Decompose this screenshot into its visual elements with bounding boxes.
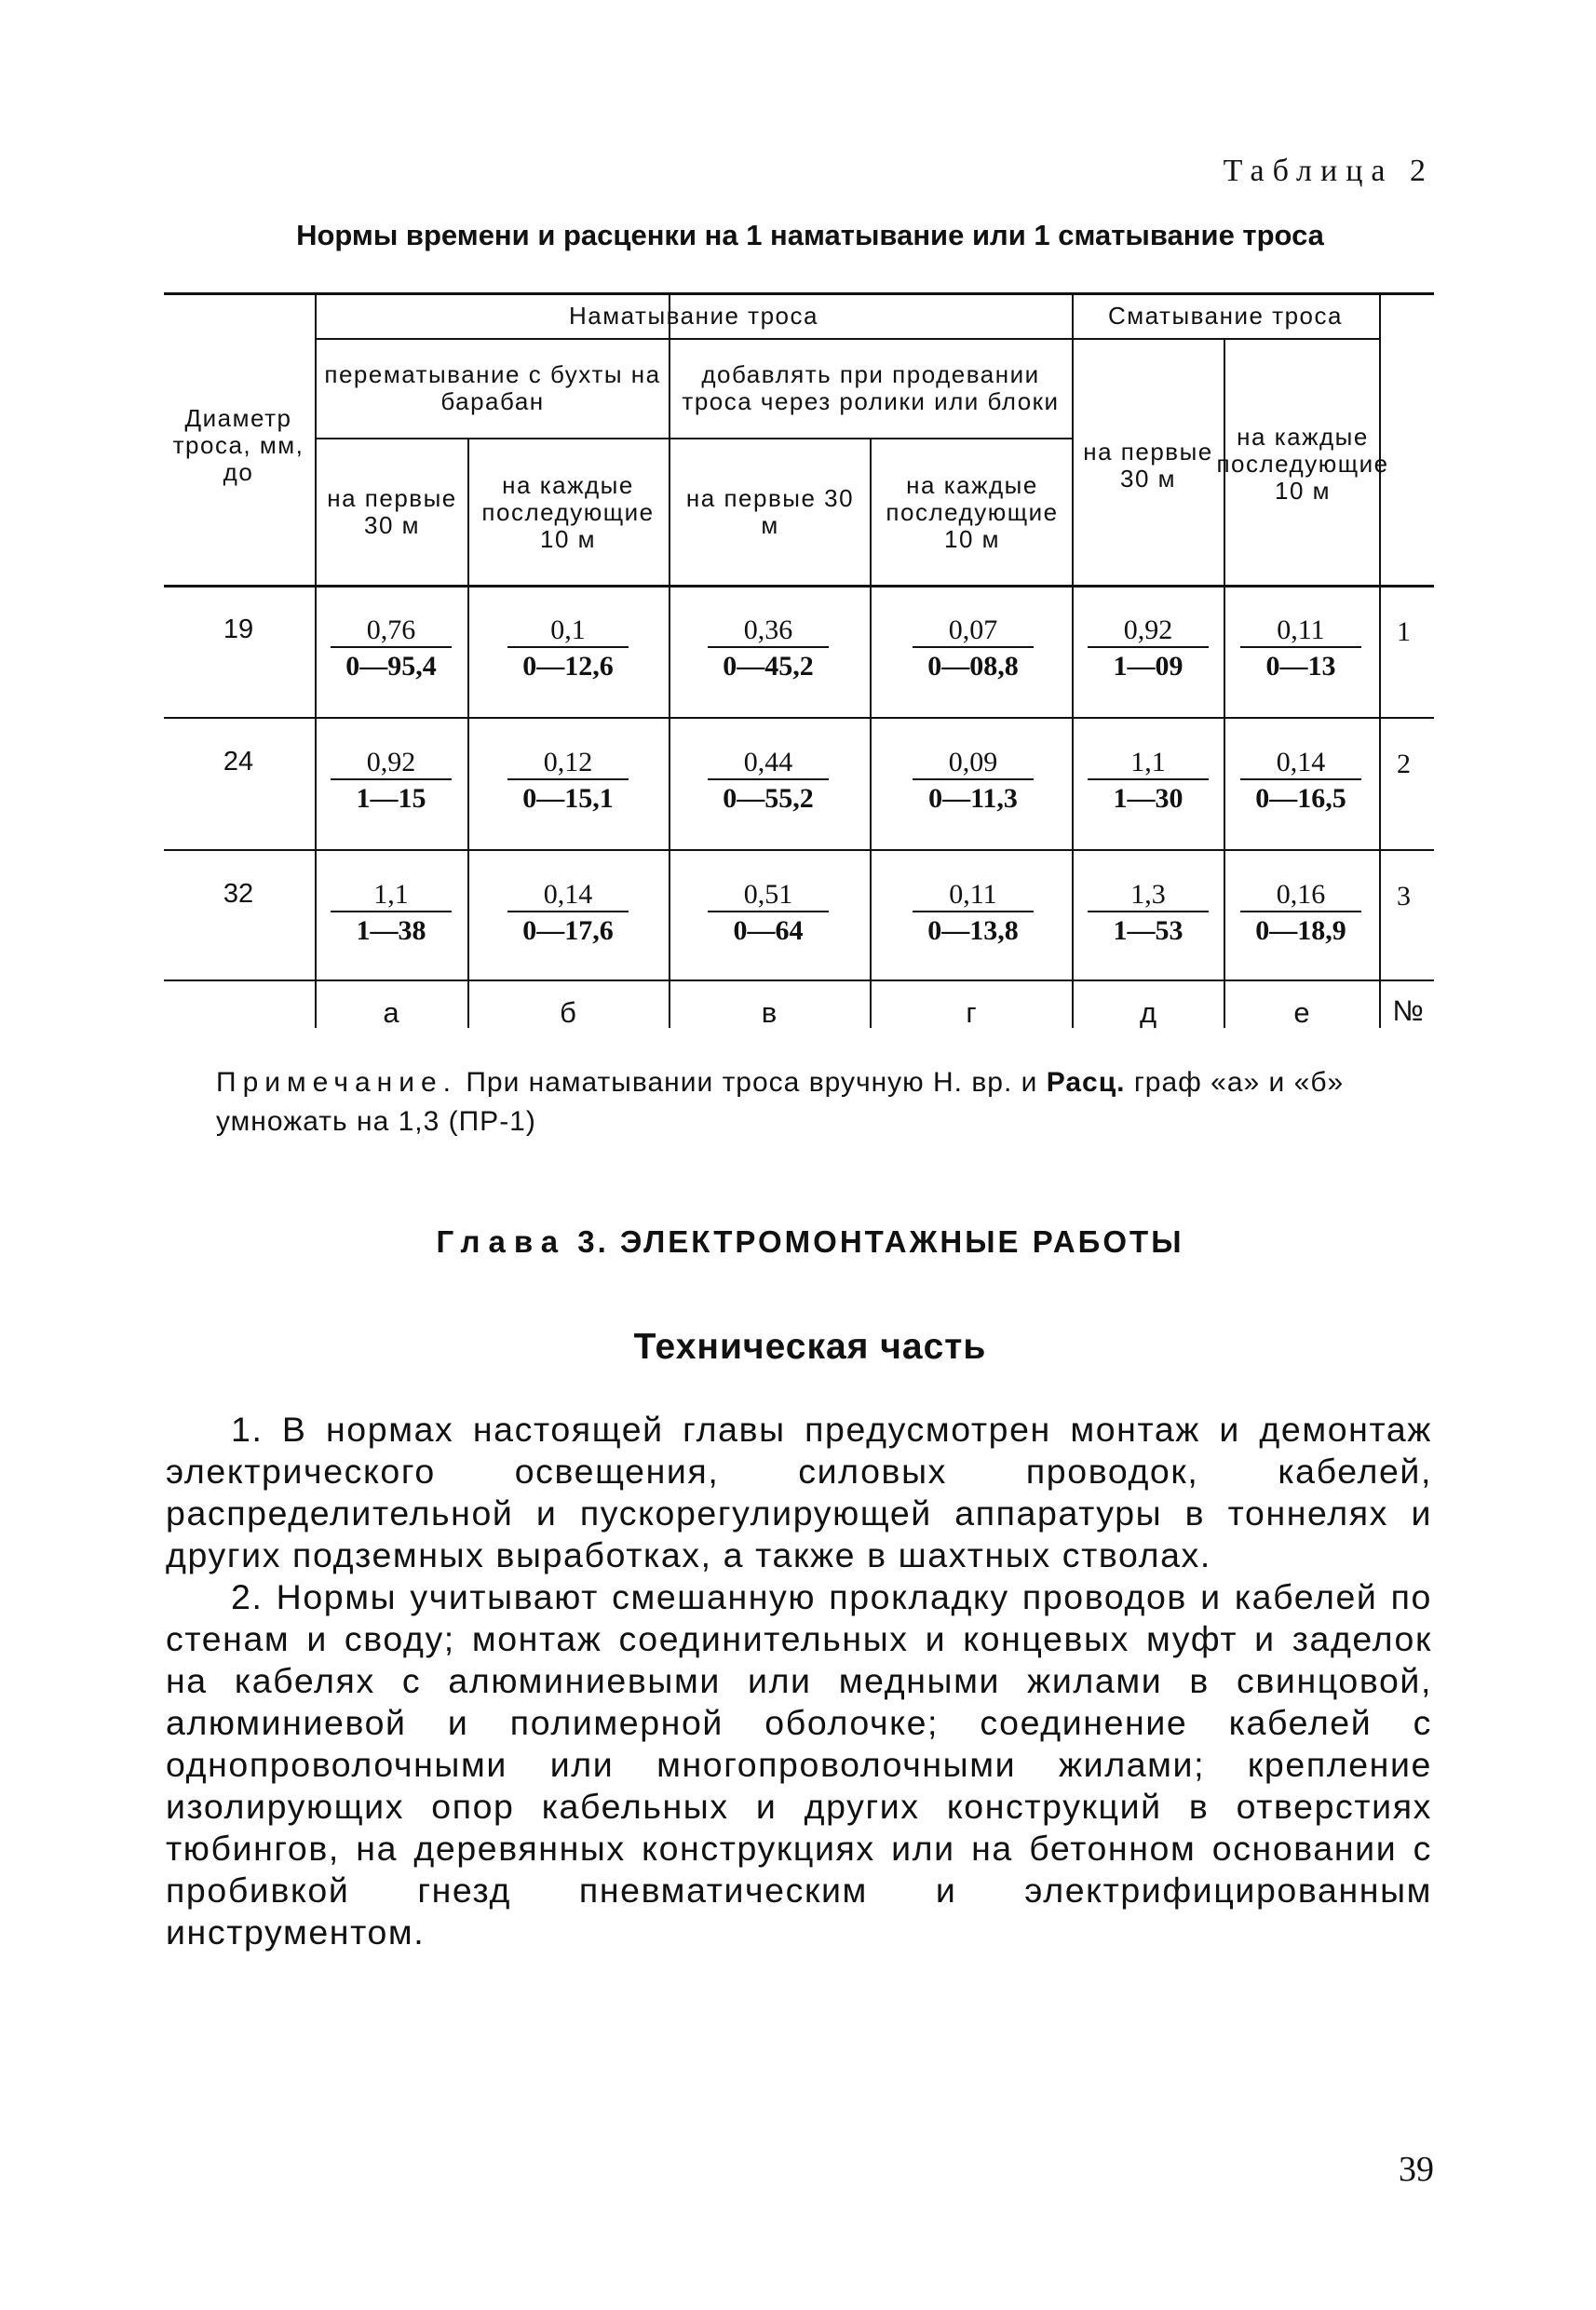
fraction-cell xyxy=(903,615,1043,685)
row-rule-1 xyxy=(164,717,1434,719)
column-label: г xyxy=(966,996,977,1029)
vrule-2 xyxy=(467,438,469,1028)
column-label: в xyxy=(761,996,778,1029)
fraction-denominator: 1—53 xyxy=(1113,915,1183,946)
fraction-numerator: 0,11 xyxy=(913,879,1034,912)
fraction-numerator: 1,1 xyxy=(1088,747,1209,780)
fraction-numerator: 0,16 xyxy=(1240,879,1361,912)
row-number: 2 xyxy=(1397,749,1411,779)
fraction-denominator: 0—18,9 xyxy=(1255,915,1346,946)
fraction-numerator: 0,44 xyxy=(708,747,829,780)
fraction-denominator: 0—11,3 xyxy=(928,783,1018,814)
body-text xyxy=(166,1409,1432,1953)
fraction-numerator: 0,14 xyxy=(507,879,629,912)
fraction-numerator: 0,92 xyxy=(1088,615,1209,648)
vrule-4 xyxy=(870,438,872,1028)
chapter-title: 3. ЭЛЕКТРОМОНТАЖНЫЕ РАБОТЫ xyxy=(577,1224,1184,1259)
fraction-denominator: 0—17,6 xyxy=(522,915,614,946)
fraction-cell xyxy=(321,747,461,817)
number-column-label: № xyxy=(1392,994,1424,1027)
row-number: 1 xyxy=(1397,616,1411,647)
header-rule-2 xyxy=(315,438,1073,439)
fraction-numerator: 0,12 xyxy=(507,747,629,780)
chapter-word: Глава xyxy=(436,1224,567,1259)
header-bottom-rule xyxy=(164,585,1434,588)
fraction-numerator: 0,1 xyxy=(507,615,629,648)
fraction-cell xyxy=(903,747,1043,817)
note-text-1: При наматывании троса вручную Н. вр. и xyxy=(456,1067,1047,1098)
header-rule-1 xyxy=(315,338,1379,340)
fraction-cell xyxy=(903,879,1043,950)
fraction-cell xyxy=(1078,615,1218,685)
vrule-7 xyxy=(1379,292,1381,1028)
row-number: 3 xyxy=(1397,881,1411,912)
vrule-3 xyxy=(669,292,670,1028)
fraction-denominator: 1—09 xyxy=(1113,651,1183,682)
fraction-denominator: 1—15 xyxy=(356,783,426,814)
fraction-denominator: 0—55,2 xyxy=(723,783,814,814)
fraction-numerator: 0,36 xyxy=(708,615,829,648)
fraction-denominator: 0—15,1 xyxy=(522,783,614,814)
table-top-rule xyxy=(164,292,1434,295)
fraction-cell xyxy=(321,615,461,685)
fraction-cell xyxy=(1231,747,1371,817)
table-title: Нормы времени и расценки на 1 наматывание или 1 сматывание троса xyxy=(296,219,1324,251)
fraction-cell xyxy=(698,879,838,950)
fraction-cell xyxy=(498,879,638,950)
header-rewind-group: перематывание с бухты на барабан xyxy=(324,360,661,415)
paragraph: 2. Нормы учитывают смешанную прокладку проводов и кабелей по стенам и своду; монтаж соединительных и концевых муфт и заделок на кабелях с алюминиевыми или медными жилами в свинцовой, алюминиевой и полимерной оболочке; соединение кабелей с однопроволочными или многопроволочными жилами; крепление изолирующих опор кабельных и других конструкций в отверстиях тюбингов, на деревянных конструкциях или на бетонном основании с пробивкой гнезд пневматическим и электрифицированным инструментом. xyxy=(166,1577,1432,1952)
section-title: Техническая часть xyxy=(633,1327,987,1367)
header-winding: Наматывание троса xyxy=(569,301,818,330)
vrule-1 xyxy=(315,292,317,1028)
fraction-numerator: 0,51 xyxy=(708,879,829,912)
row-rule-3 xyxy=(164,979,1434,981)
fraction-denominator: 1—30 xyxy=(1113,783,1183,814)
fraction-numerator: 0,14 xyxy=(1240,747,1361,780)
fraction-cell xyxy=(498,747,638,817)
fraction-numerator: 1,3 xyxy=(1088,879,1209,912)
fraction-denominator: 0—95,4 xyxy=(345,651,437,682)
table-note xyxy=(216,1063,1436,1141)
column-label: а xyxy=(383,996,399,1029)
fraction-denominator: 0—16,5 xyxy=(1255,783,1346,814)
header-unwinding: Сматывание троса xyxy=(1108,301,1343,330)
page-number: 39 xyxy=(1399,2150,1434,2189)
fraction-cell xyxy=(1231,615,1371,685)
fraction-cell xyxy=(1078,747,1218,817)
table-label: Таблица 2 xyxy=(1223,154,1434,188)
chapter-heading xyxy=(130,1224,1490,1260)
header-col-e: на каждые последующие 10 м xyxy=(1216,422,1389,505)
column-label: д xyxy=(1139,996,1157,1029)
header-diameter: Диаметр троса, мм, до xyxy=(172,403,304,486)
header-rollers-group: добавлять при продевании троса через ролики или блоки xyxy=(682,360,1060,415)
row-rule-2 xyxy=(164,849,1434,851)
header-col-g: на каждые последующие 10 м xyxy=(886,470,1059,553)
vrule-5 xyxy=(1072,292,1074,1028)
fraction-cell xyxy=(321,879,461,950)
paragraph: 1. В нормах настоящей главы предусмотрен монтаж и демонтаж электрического освещения, силовых проводок, кабелей, распределительной и пускорегулирующей аппаратуры в тоннелях и других подземных выработках, а также в шахтных стволах. xyxy=(166,1410,1432,1574)
fraction-cell xyxy=(1231,879,1371,950)
header-col-a: на первые 30 м xyxy=(327,484,457,539)
fraction-numerator: 0,92 xyxy=(331,747,452,780)
fraction-denominator: 0—08,8 xyxy=(927,651,1019,682)
fraction-denominator: 0—13,8 xyxy=(927,915,1019,946)
note-text-2: граф «а» и «б» умножать на 1,3 (ПР-1) xyxy=(216,1067,1345,1137)
header-col-b: на каждые последующие 10 м xyxy=(481,470,655,553)
fraction-denominator: 0—45,2 xyxy=(723,651,814,682)
fraction-numerator: 0,09 xyxy=(913,747,1034,780)
fraction-cell xyxy=(698,747,838,817)
fraction-denominator: 0—12,6 xyxy=(522,651,614,682)
fraction-numerator: 1,1 xyxy=(331,879,452,912)
header-col-d: на первые 30 м xyxy=(1083,438,1213,493)
note-lead: Примечание. xyxy=(216,1067,457,1098)
row-diameter: 19 xyxy=(223,615,254,644)
fraction-denominator: 0—13 xyxy=(1265,651,1336,682)
note-bold: Расц. xyxy=(1046,1067,1126,1098)
fraction-denominator: 1—38 xyxy=(356,915,426,946)
fraction-cell xyxy=(498,615,638,685)
fraction-denominator: 0—64 xyxy=(733,915,804,946)
row-diameter: 32 xyxy=(223,879,254,909)
header-col-v: на первые 30 м xyxy=(685,484,855,539)
fraction-numerator: 0,11 xyxy=(1240,615,1361,648)
fraction-cell xyxy=(698,615,838,685)
fraction-numerator: 0,76 xyxy=(331,615,452,648)
fraction-cell xyxy=(1078,879,1218,950)
column-label: е xyxy=(1293,996,1310,1029)
fraction-numerator: 0,07 xyxy=(913,615,1034,648)
row-diameter: 24 xyxy=(223,747,254,777)
column-label: б xyxy=(560,996,576,1029)
